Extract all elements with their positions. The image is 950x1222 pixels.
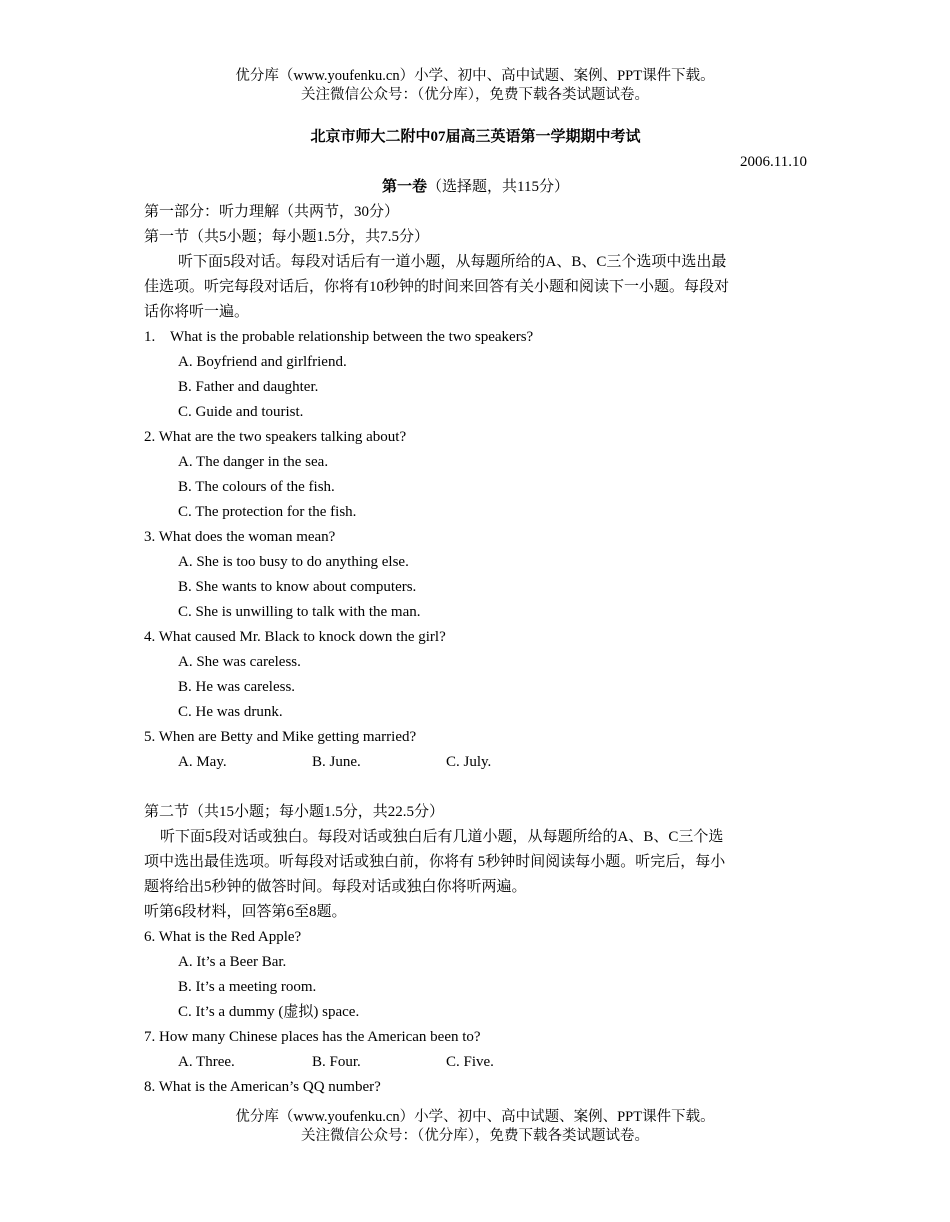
page-header	[0, 67, 950, 105]
section1-heading: 第一节（共5小题；每小题1.5分，共7.5分）	[144, 229, 430, 245]
option: A. Boyfriend and girlfriend.	[178, 354, 347, 370]
option: B. She wants to know about computers.	[178, 579, 417, 595]
page-footer	[0, 1108, 950, 1146]
question-1	[144, 325, 807, 425]
option: A. Three.	[178, 1054, 235, 1070]
question-8	[144, 1075, 807, 1100]
option: B. He was careless.	[178, 679, 296, 695]
question-7	[144, 1025, 807, 1075]
header-line-2: 关注微信公众号：（优分库），免费下载各类试题试卷。	[301, 87, 649, 103]
header-line-1: 优分库（www.youfenku.cn）小学、初中、高中试题、案例、PPT课件下载。	[235, 68, 715, 84]
option: A. She was careless.	[178, 654, 301, 670]
option: B. Four.	[312, 1054, 361, 1070]
spacer	[144, 775, 807, 800]
instruction-line: 听下面5段对话或独白。每段对话或独白后有几道小题，从每题所给的A、B、C三个选	[160, 829, 724, 845]
question-text: 7. How many Chinese places has the American been to?	[144, 1029, 481, 1045]
question-3	[144, 525, 807, 625]
instruction-line: 佳选项。听完每段对话后，你将有10秒钟的时间来回答有关小题和阅读下一小题。每段对	[144, 279, 730, 295]
option-row	[144, 750, 807, 775]
question-text: 4. What caused Mr. Black to knock down the girl?	[144, 629, 446, 645]
question-4	[144, 625, 807, 725]
option: A. She is too busy to do anything else.	[178, 554, 409, 570]
option: B. Father and daughter.	[178, 379, 319, 395]
option: B. It’s a meeting room.	[178, 979, 317, 995]
option: C. Five.	[446, 1054, 494, 1070]
question-5	[144, 725, 807, 775]
footer-line-2: 关注微信公众号：（优分库），免费下载各类试题试卷。	[301, 1128, 649, 1144]
question-6	[144, 925, 807, 1025]
section2-instructions	[144, 825, 807, 900]
option: C. July.	[446, 754, 492, 770]
volume-label: 第一卷	[382, 179, 428, 195]
instruction-line: 话你将听一遍。	[144, 304, 250, 320]
option: C. The protection for the fish.	[178, 504, 357, 520]
option: B. June.	[312, 754, 361, 770]
exam-title: 北京市师大二附中07届高三英语第一学期期中考试	[310, 129, 641, 145]
question-2	[144, 425, 807, 525]
footer-line-1: 优分库（www.youfenku.cn）小学、初中、高中试题、案例、PPT课件下载。	[235, 1109, 715, 1125]
section1-instructions	[144, 250, 807, 325]
option: C. Guide and tourist.	[178, 404, 304, 420]
option: C. He was drunk.	[178, 704, 283, 720]
instruction-line: 项中选出最佳选项。听每段对话或独白前，你将有 5秒钟时间阅读每小题。听完后，每小	[144, 854, 726, 870]
part1-heading: 第一部分：听力理解（共两节，30分）	[144, 204, 400, 220]
material-6-note: 听第6段材料，回答第6至8题。	[144, 904, 347, 920]
instruction-line: 听下面5段对话。每段对话后有一道小题，从每题所给的A、B、C三个选项中选出最	[178, 254, 727, 270]
volume-heading	[144, 175, 807, 200]
option: A. The danger in the sea.	[178, 454, 329, 470]
question-text: 2. What are the two speakers talking about?	[144, 429, 407, 445]
option: A. It’s a Beer Bar.	[178, 954, 287, 970]
option: C. She is unwilling to talk with the man.	[178, 604, 421, 620]
option: C. It’s a dummy (虚拟) space.	[178, 1004, 360, 1020]
exam-date: 2006.11.10	[740, 154, 807, 170]
option: B. The colours of the fish.	[178, 479, 335, 495]
question-text: 3. What does the woman mean?	[144, 529, 336, 545]
question-text: 1. What is the probable relationship between the two speakers?	[144, 329, 534, 345]
exam-content	[144, 125, 807, 1100]
volume-detail: （选择题，共115分）	[427, 179, 569, 195]
instruction-line: 题将给出5秒钟的做答时间。每段对话或独白你将听两遍。	[144, 879, 527, 895]
question-text: 6. What is the Red Apple?	[144, 929, 302, 945]
question-text: 8. What is the American’s QQ number?	[144, 1079, 381, 1095]
option: A. May.	[178, 754, 227, 770]
section2-heading: 第二节（共15小题；每小题1.5分，共22.5分）	[144, 804, 445, 820]
question-text: 5. When are Betty and Mike getting married?	[144, 729, 417, 745]
option-row	[144, 1050, 807, 1075]
